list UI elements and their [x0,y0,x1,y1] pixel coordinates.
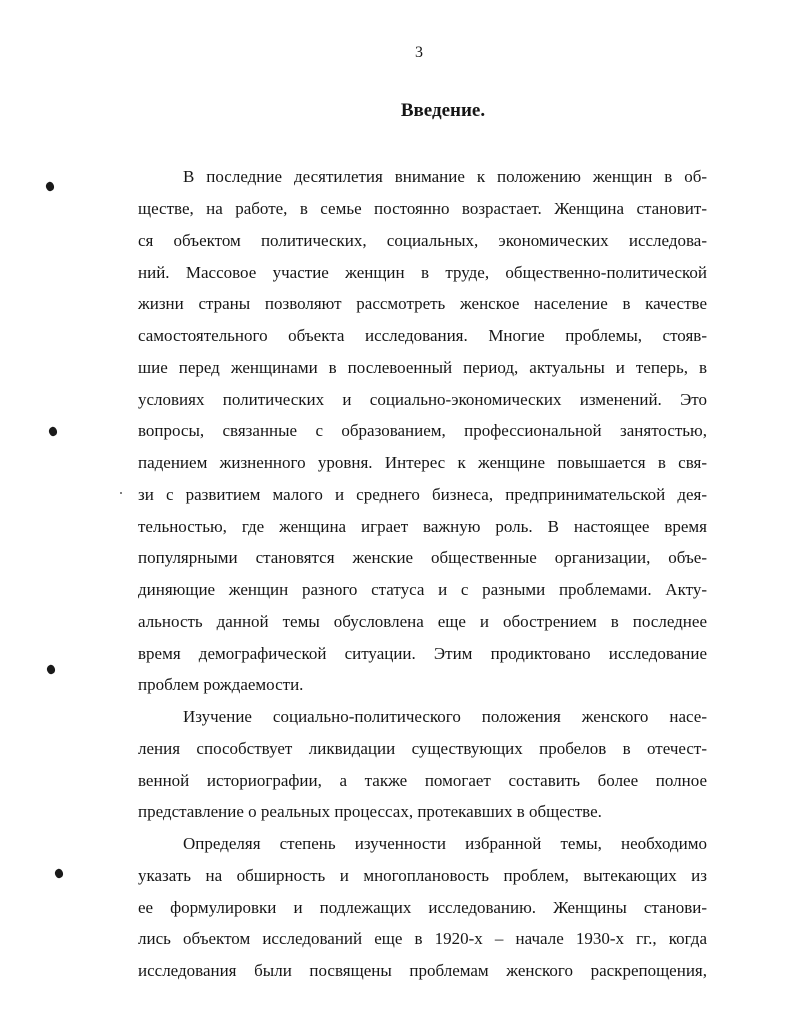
ink-blot-icon [53,868,64,880]
text-line: вопросы, связанные с образованием, профессиональной занятостью, [138,421,707,440]
text-line: ществе, на работе, в семье постоянно возрастает. Женщина становит- [138,199,707,218]
text-line: представление о реальных процессах, протекавших в обществе. [138,802,602,821]
text-line: шие перед женщинами в послевоенный период, актуальны и теперь, в [138,358,707,377]
text-line: лись объектом исследований еще в 1920-х – начале 1930-х гг., когда [138,929,707,948]
text-line: Определяя степень изученности избранной темы, необходимо [183,834,707,853]
text-line: условиях политических и социально-экономических изменений. Это [138,390,707,409]
scan-speck [120,492,122,494]
text-line: ний. Массовое участие женщин в труде, общественно-политической [138,263,707,282]
text-line: ся объектом политических, социальных, экономических исследова- [138,231,707,250]
text-line: падением жизненного уровня. Интерес к женщине повышается в свя- [138,453,707,472]
page-number: 3 [415,44,423,61]
ink-blot-icon [47,426,58,438]
page-title: Введение. [400,100,486,121]
text-line: жизни страны позволяют рассмотреть женское население в качестве [138,294,707,313]
ink-blot-icon [44,181,55,193]
text-line: исследования были посвящены проблемам женского раскрепощения, [138,961,707,980]
text-line: проблем рождаемости. [138,675,304,694]
text-line: альность данной темы обусловлена еще и обострением в последнее [138,612,707,631]
text-line: ления способствует ликвидации существующих пробелов в отечест- [138,739,707,758]
text-line: время демографической ситуации. Этим продиктовано исследование [138,644,707,663]
text-line: венной историографии, а также помогает составить более полное [138,771,707,790]
text-line: Изучение социально-политического положения женского насе- [183,707,707,726]
text-line: диняющие женщин разного статуса и с разными проблемами. Акту- [138,580,707,599]
text-line: зи с развитием малого и среднего бизнеса, предпринимательской дея- [138,485,707,504]
text-line: ее формулировки и подлежащих исследованию. Женщины станови- [138,898,707,917]
text-line: указать на обширность и многоплановость проблем, вытекающих из [138,866,707,885]
text-line: популярными становятся женские общественные организации, объе- [138,548,707,567]
text-line: В последние десятилетия внимание к положению женщин в об- [183,167,707,186]
text-line: самостоятельного объекта исследования. Многие проблемы, стояв- [138,326,707,345]
ink-blot-icon [45,664,56,676]
text-line: тельностью, где женщина играет важную роль. В настоящее время [138,517,707,536]
